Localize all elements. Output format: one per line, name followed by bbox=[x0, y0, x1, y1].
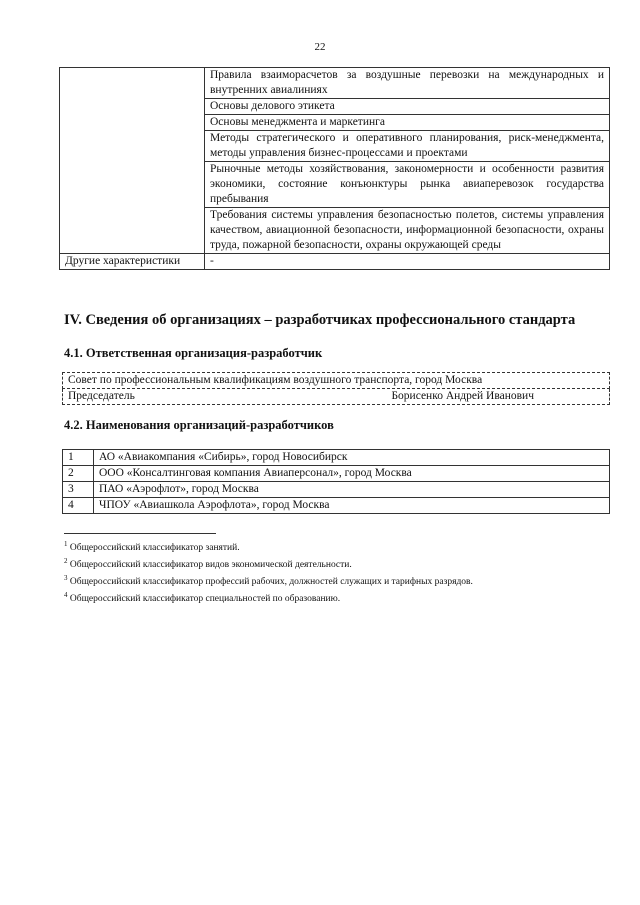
table-cell-empty bbox=[60, 68, 205, 254]
table-cell: Требования системы управления безопасностью полетов, системы управления качеством, авиационной безопасности, информационной безопасности, охраны труда, пожарной безопасности, охраны окружающей среды bbox=[205, 208, 610, 254]
table-row bbox=[63, 482, 610, 498]
footnote-mark: 3 bbox=[64, 574, 68, 583]
table-cell: Основы делового этикета bbox=[205, 99, 610, 115]
footnote-mark: 2 bbox=[64, 557, 68, 566]
row-number: 3 bbox=[63, 482, 94, 498]
footnote-text: Общероссийский классификатор видов экономической деятельности. bbox=[69, 560, 352, 571]
row-number: 4 bbox=[63, 498, 94, 514]
table-row-other bbox=[60, 254, 610, 270]
table-row bbox=[60, 68, 610, 99]
table-cell: Рыночные методы хозяйствования, закономерности и особенности развития экономики, состояние конъюнктуры рынка авиаперевозок государства пребывания bbox=[205, 162, 610, 208]
organization-name: ПАО «Аэрофлот», город Москва bbox=[94, 482, 610, 498]
page-number: 22 bbox=[314, 41, 326, 53]
footnote bbox=[64, 572, 473, 589]
table-row bbox=[63, 466, 610, 482]
responsible-heading: 4.1. Ответственная организация-разработчик bbox=[64, 346, 323, 360]
table-row bbox=[63, 373, 610, 389]
footnote-mark: 4 bbox=[64, 591, 68, 600]
organization-name: ООО «Консалтинговая компания Авиаперсонал», город Москва bbox=[94, 466, 610, 482]
responsible-organization: Совет по профессиональным квалификациям воздушного транспорта, город Москва bbox=[63, 373, 610, 389]
table-cell: Методы стратегического и оперативного планирования, риск-менеджмента, методы управления бизнес-процессами и проектами bbox=[205, 131, 610, 162]
other-characteristics-value: - bbox=[205, 254, 610, 270]
organization-name: ЧПОУ «Авиашкола Аэрофлота», город Москва bbox=[94, 498, 610, 514]
table-cell: Правила взаиморасчетов за воздушные перевозки на международных и внутренних авиалиниях bbox=[205, 68, 610, 99]
developers-table bbox=[62, 449, 610, 514]
footnote bbox=[64, 538, 473, 555]
footnote-mark: 1 bbox=[64, 540, 68, 548]
table-row bbox=[63, 450, 610, 466]
row-number: 2 bbox=[63, 466, 94, 482]
footnote bbox=[64, 589, 473, 606]
signature-row bbox=[68, 389, 604, 404]
table-cell: Основы менеджмента и маркетинга bbox=[205, 115, 610, 131]
footnote-text: Общероссийский классификатор занятий. bbox=[69, 543, 240, 554]
other-characteristics-label: Другие характеристики bbox=[60, 254, 205, 270]
footnote-text: Общероссийский классификатор специальностей по образованию. bbox=[69, 594, 341, 605]
row-number: 1 bbox=[63, 450, 94, 466]
footnote bbox=[64, 555, 473, 572]
table-row bbox=[63, 498, 610, 514]
organization-name: АО «Авиакомпания «Сибирь», город Новосибирск bbox=[94, 450, 610, 466]
responsible-signature-cell bbox=[63, 389, 610, 405]
footnote-separator bbox=[64, 533, 216, 534]
table-row bbox=[63, 389, 610, 405]
developers-heading: 4.2. Наименования организаций-разработчиков bbox=[64, 418, 334, 432]
responsible-position: Председатель bbox=[68, 390, 135, 402]
knowledge-table bbox=[59, 67, 610, 270]
footnotes bbox=[64, 538, 473, 607]
section-title: IV. Сведения об организациях – разработчиках профессионального стандарта bbox=[64, 312, 576, 328]
responsible-person: Борисенко Андрей Иванович bbox=[391, 390, 534, 402]
responsible-table bbox=[62, 372, 610, 405]
footnote-text: Общероссийский классификатор профессий рабочих, должностей служащих и тарифных разрядов. bbox=[69, 577, 473, 588]
